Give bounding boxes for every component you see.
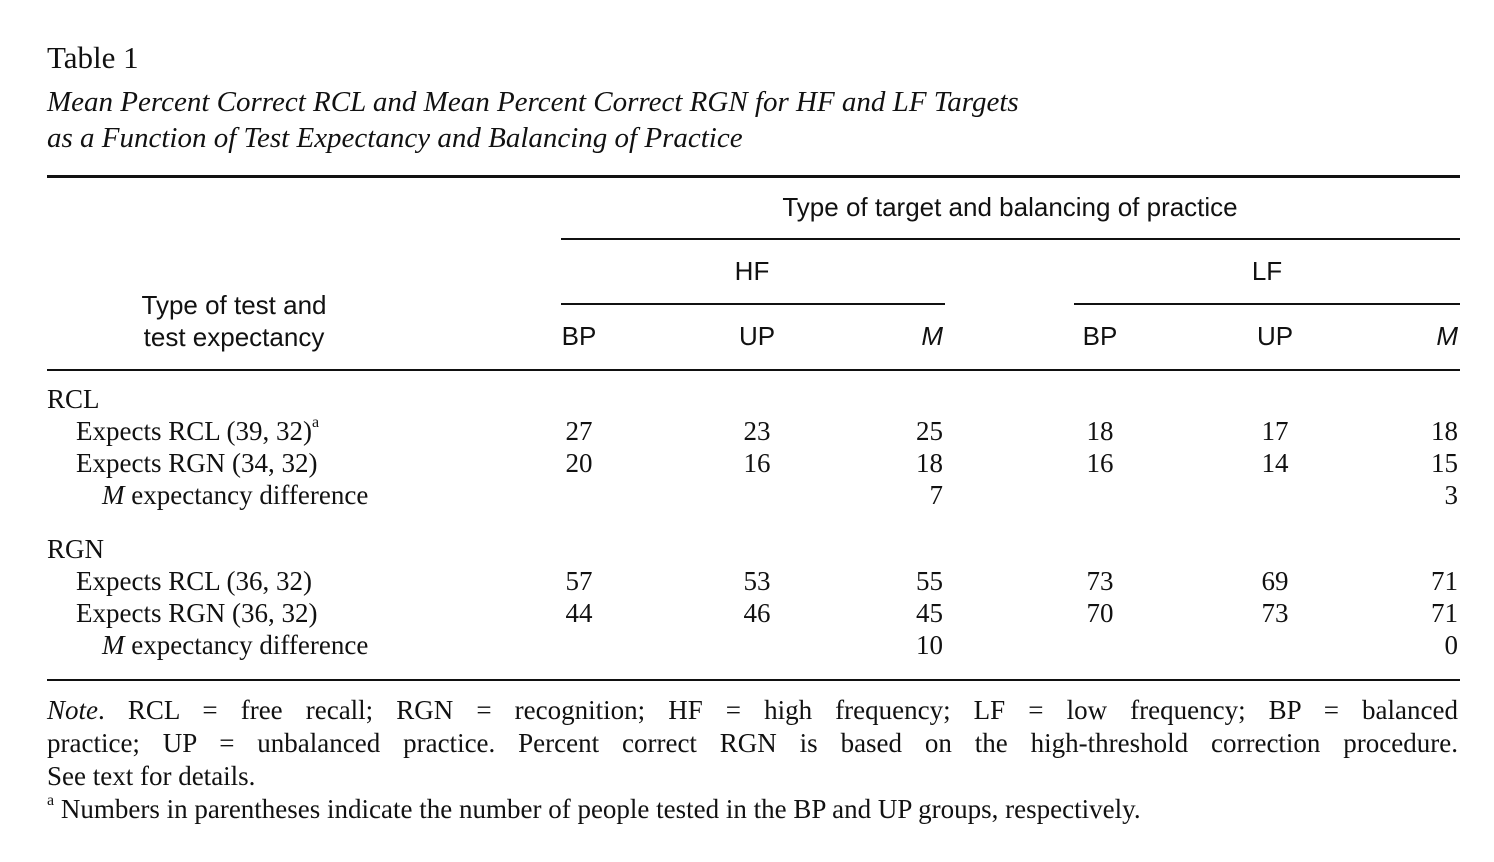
table-cell: 0 <box>1444 630 1458 660</box>
table-cell: 15 <box>1431 448 1458 478</box>
table-cell: 18 <box>916 448 943 478</box>
note-label: Note <box>47 695 98 725</box>
table-cell: 20 <box>565 448 593 478</box>
mean-symbol: M <box>102 480 125 510</box>
table-cell: 55 <box>916 566 943 596</box>
table-cell: 69 <box>1261 566 1289 596</box>
row-label-text: expectancy difference <box>124 480 369 510</box>
table-cell: 71 <box>1431 566 1458 596</box>
table-cell: 73 <box>1261 598 1289 628</box>
table-cell: 70 <box>1086 598 1114 628</box>
row-label: Expects RCL (36, 32) <box>76 566 312 596</box>
table-cell: 71 <box>1431 598 1458 628</box>
spanner-header: Type of target and balancing of practice <box>782 192 1238 222</box>
table-cell: 73 <box>1086 566 1114 596</box>
table-cell: 53 <box>743 566 771 596</box>
table-cell: 14 <box>1261 448 1289 478</box>
column-header-hf-bp: BP <box>561 321 597 351</box>
table-cell: 3 <box>1444 480 1458 510</box>
row-label-text: Expects RCL (39, 32) <box>76 416 312 446</box>
column-header-lf-m: M <box>1436 321 1458 351</box>
column-header-hf-m: M <box>921 321 943 351</box>
table-cell: 18 <box>1086 416 1114 446</box>
note-text: . RCL = free recall; RGN = recognition; HF = high frequency; LF = low frequency; BP = balanced <box>98 695 1458 725</box>
section-label-rcl: RCL <box>47 384 100 414</box>
table-cell: 23 <box>743 416 771 446</box>
table-cell: 57 <box>565 566 593 596</box>
mean-symbol: M <box>102 630 125 660</box>
table-cell: 25 <box>916 416 943 446</box>
table-cell: 44 <box>565 598 593 628</box>
table-cell: 17 <box>1261 416 1289 446</box>
row-label: Expects RGN (36, 32) <box>76 598 318 628</box>
table-footnote <box>47 794 1141 825</box>
spanner-rule <box>561 238 1460 240</box>
table-cell: 27 <box>565 416 593 446</box>
group-rule-hf <box>561 303 945 305</box>
group-header-hf: HF <box>734 256 770 286</box>
table-cell: 18 <box>1431 416 1458 446</box>
table-note-line-1 <box>47 695 1458 726</box>
row-label <box>76 416 319 447</box>
top-rule <box>47 175 1460 178</box>
row-label <box>102 480 368 511</box>
row-label: Expects RGN (34, 32) <box>76 448 318 478</box>
footnote-text: Numbers in parentheses indicate the number of people tested in the BP and UP groups, respectively. <box>54 794 1141 824</box>
group-rule-lf <box>1074 303 1460 305</box>
column-header-lf-bp: BP <box>1082 321 1118 351</box>
stub-header-line-1: Type of test and <box>141 290 327 320</box>
table-cell: 7 <box>929 480 943 510</box>
section-label-rgn: RGN <box>47 534 105 564</box>
stub-header-line-2: test expectancy <box>143 322 325 352</box>
footnote-marker: a <box>311 414 320 431</box>
column-header-hf-up: UP <box>738 321 776 351</box>
table-label: Table 1 <box>47 40 139 75</box>
table-cell: 16 <box>743 448 771 478</box>
header-rule <box>47 369 1460 371</box>
column-header-lf-up: UP <box>1256 321 1294 351</box>
table-caption-line-1: Mean Percent Correct RCL and Mean Percent Correct RGN for HF and LF Targets <box>47 86 1019 118</box>
table-cell: 16 <box>1086 448 1114 478</box>
row-label-text: expectancy difference <box>124 630 369 660</box>
group-header-lf: LF <box>1251 256 1283 286</box>
footnote-marker: a <box>47 792 55 809</box>
bottom-rule <box>47 679 1460 681</box>
table-note-line-3: See text for details. <box>47 761 256 791</box>
table-caption-line-2: as a Function of Test Expectancy and Balancing of Practice <box>47 122 743 154</box>
row-label <box>102 630 368 661</box>
table-cell: 45 <box>916 598 943 628</box>
table-cell: 10 <box>916 630 943 660</box>
table-cell: 46 <box>743 598 771 628</box>
table-note-line-2: practice; UP = unbalanced practice. Percent correct RGN is based on the high-threshold correction procedure. <box>47 728 1458 758</box>
